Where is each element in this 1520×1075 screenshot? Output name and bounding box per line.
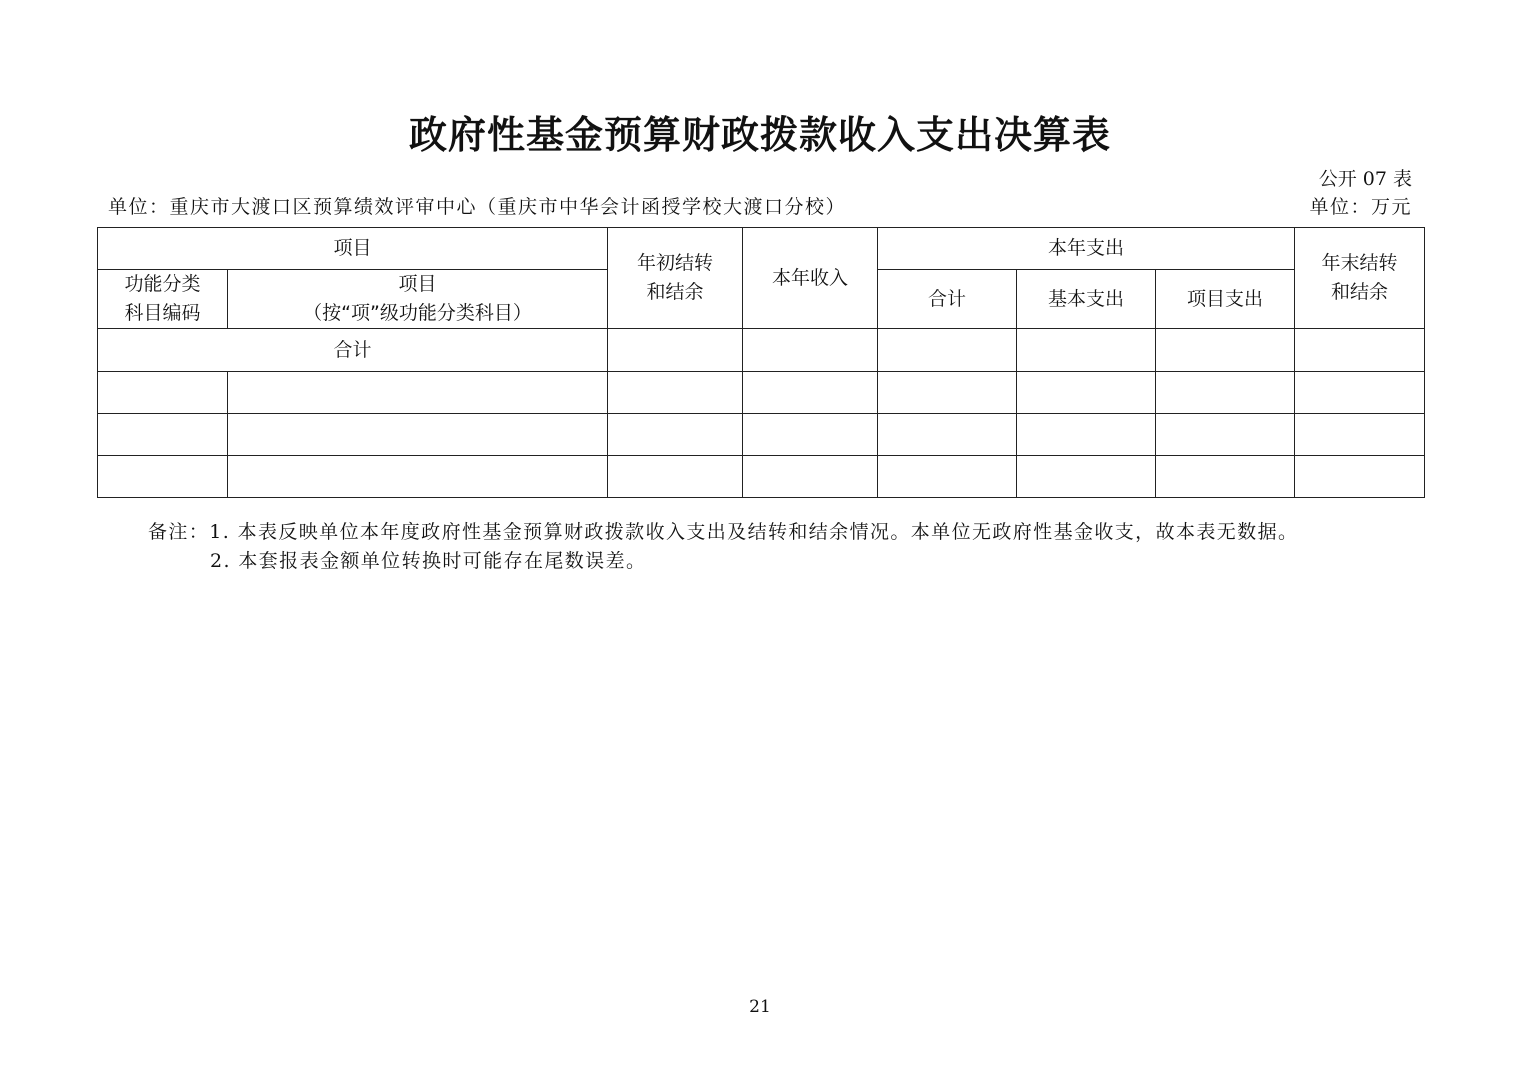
currency-unit: 单位：万元 — [1309, 196, 1412, 218]
table-cell — [1295, 414, 1425, 456]
header-closing-balance — [1295, 228, 1425, 329]
table-cell — [1156, 329, 1295, 372]
table-cell — [1017, 456, 1156, 498]
header-item-name-line1: 项目 — [398, 273, 437, 295]
header-func-code-line1: 功能分类 — [124, 273, 201, 295]
table-cell — [228, 372, 608, 414]
table-cell — [1017, 414, 1156, 456]
table-cell — [1156, 372, 1295, 414]
page-title: 政府性基金预算财政拨款收入支出决算表 — [408, 113, 1111, 157]
table-cell — [1017, 329, 1156, 372]
header-project-expense: 项目支出 — [1156, 270, 1295, 329]
table-cell — [1156, 456, 1295, 498]
reporting-unit: 单位：重庆市大渡口区预算绩效评审中心（重庆市中华会计函授学校大渡口分校） — [108, 196, 847, 218]
table-cell — [608, 329, 743, 372]
header-item-name — [228, 270, 608, 329]
table-cell — [878, 456, 1017, 498]
table-cell — [743, 414, 878, 456]
note-line-1: 备注：1. 本表反映单位本年度政府性基金预算财政拨款收入支出及结转和结余情况。本单位无政府性基金收支，故本表无数据。 — [148, 521, 1299, 543]
total-row — [98, 329, 1425, 372]
notes — [148, 518, 1298, 576]
header-func-code — [98, 270, 228, 329]
header-expense-total: 合计 — [878, 270, 1017, 329]
table-cell — [878, 414, 1017, 456]
table-cell — [1295, 372, 1425, 414]
header-income: 本年收入 — [743, 228, 878, 329]
page-number: 21 — [749, 997, 771, 1017]
table-cell — [98, 414, 228, 456]
table-cell — [743, 372, 878, 414]
form-number: 公开 07 表 — [1318, 168, 1412, 190]
table-cell — [1017, 372, 1156, 414]
table-cell — [98, 456, 228, 498]
header-closing-balance-line1: 年末结转 — [1321, 252, 1398, 274]
table-row — [98, 372, 1425, 414]
table-cell — [878, 329, 1017, 372]
table-cell — [608, 372, 743, 414]
header-opening-balance-line1: 年初结转 — [637, 252, 714, 274]
table-cell — [878, 372, 1017, 414]
table-cell — [608, 414, 743, 456]
note-line-2: 2. 本套报表金额单位转换时可能存在尾数误差。 — [210, 550, 647, 572]
table-cell — [228, 414, 608, 456]
table-cell — [228, 456, 608, 498]
table-row — [98, 456, 1425, 498]
header-closing-balance-line2: 和结余 — [1331, 281, 1389, 303]
header-opening-balance-line2: 和结余 — [646, 281, 704, 303]
header-item-group: 项目 — [98, 228, 608, 270]
header-expense-group: 本年支出 — [878, 228, 1295, 270]
total-label: 合计 — [98, 329, 608, 372]
table-row — [98, 414, 1425, 456]
budget-table — [97, 227, 1425, 498]
table-cell — [1295, 456, 1425, 498]
header-item-name-line2: （按“项”级功能分类科目） — [303, 302, 532, 324]
table-cell — [1295, 329, 1425, 372]
table-cell — [743, 329, 878, 372]
table-cell — [1156, 414, 1295, 456]
header-func-code-line2: 科目编码 — [124, 302, 201, 324]
header-basic-expense: 基本支出 — [1017, 270, 1156, 329]
table-cell — [98, 372, 228, 414]
table-cell — [743, 456, 878, 498]
header-opening-balance — [608, 228, 743, 329]
table-cell — [608, 456, 743, 498]
